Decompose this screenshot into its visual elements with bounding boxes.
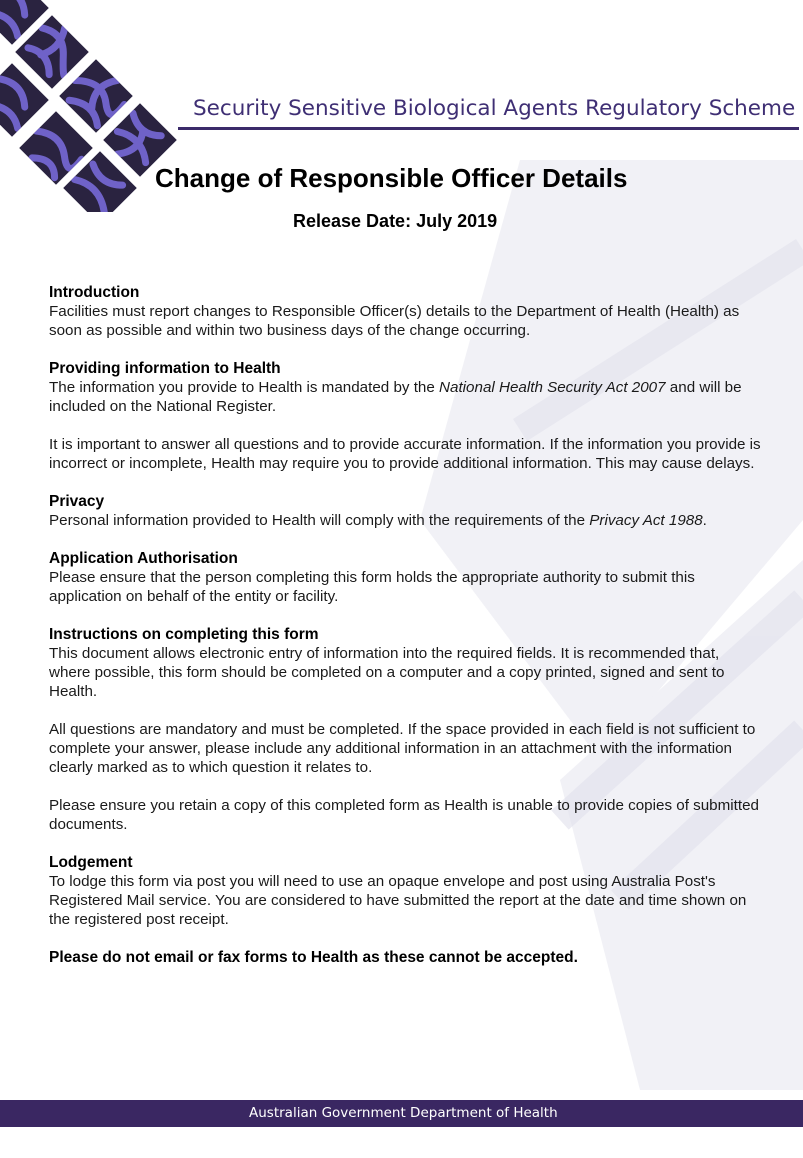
paragraph — [49, 511, 761, 530]
section-heading: Lodgement — [49, 854, 133, 871]
paragraph: Please ensure that the person completing this form holds the appropriate authority to submit this application on behalf of the entity or facility. — [49, 569, 695, 605]
page-title: Change of Responsible Officer Details — [155, 163, 628, 193]
section-heading: Privacy — [49, 493, 105, 510]
section-introduction — [49, 283, 761, 340]
paragraph: All questions are mandatory and must be completed. If the space provided in each field is not sufficient to complete your answer, please include any additional information in an attachment with the information clearly marked as to which question it relates to. — [49, 721, 756, 776]
text-run: The information you provide to Health is mandated by the — [49, 379, 440, 396]
section-instructions — [49, 625, 761, 834]
header-divider — [178, 127, 799, 130]
text-run: . — [702, 512, 707, 529]
section-application-authorisation — [49, 549, 761, 606]
paragraph: It is important to answer all questions and to provide accurate information. If the information you provide is incorrect or incomplete, Health may require you to provide additional information. This may cause delays. — [49, 436, 761, 472]
paragraph: Please ensure you retain a copy of this completed form as Health is unable to provide copies of submitted documents. — [49, 797, 759, 833]
act-title: Privacy Act 1988 — [589, 512, 703, 529]
section-heading: Introduction — [49, 284, 140, 301]
scheme-title: Security Sensitive Biological Agents Regulatory Scheme — [193, 96, 796, 121]
text-run: and will be included on the National Register. — [49, 379, 742, 415]
paragraph: This document allows electronic entry of information into the required fields. It is recommended that, where possible, this form should be completed on a computer and a copy printed, signed and sent to Health. — [49, 645, 725, 700]
section-privacy — [49, 492, 761, 530]
section-providing-information — [49, 359, 761, 473]
paragraph: Facilities must report changes to Responsible Officer(s) details to the Department of Health (Health) as soon as possible and within two business days of the change occurring. — [49, 303, 740, 339]
text-run: Personal information provided to Health will comply with the requirements of the — [49, 512, 590, 529]
final-note: Please do not email or fax forms to Health as these cannot be accepted. — [49, 949, 578, 966]
act-title: National Health Security Act 2007 — [439, 379, 666, 396]
section-heading: Providing information to Health — [49, 360, 281, 377]
release-date: Release Date: July 2019 — [293, 211, 498, 231]
section-heading: Instructions on completing this form — [49, 626, 319, 643]
footer-bar — [0, 1100, 803, 1127]
paragraph — [49, 378, 761, 416]
section-lodgement — [49, 853, 761, 967]
section-heading: Application Authorisation — [49, 550, 238, 567]
document-body — [49, 283, 761, 986]
paragraph: To lodge this form via post you will need to use an opaque envelope and post using Australia Post's Registered Mail service. You are considered to have submitted the report at the date and time shown on the registered post receipt. — [49, 873, 747, 928]
footer-text: Australian Government Department of Health — [249, 1105, 558, 1121]
